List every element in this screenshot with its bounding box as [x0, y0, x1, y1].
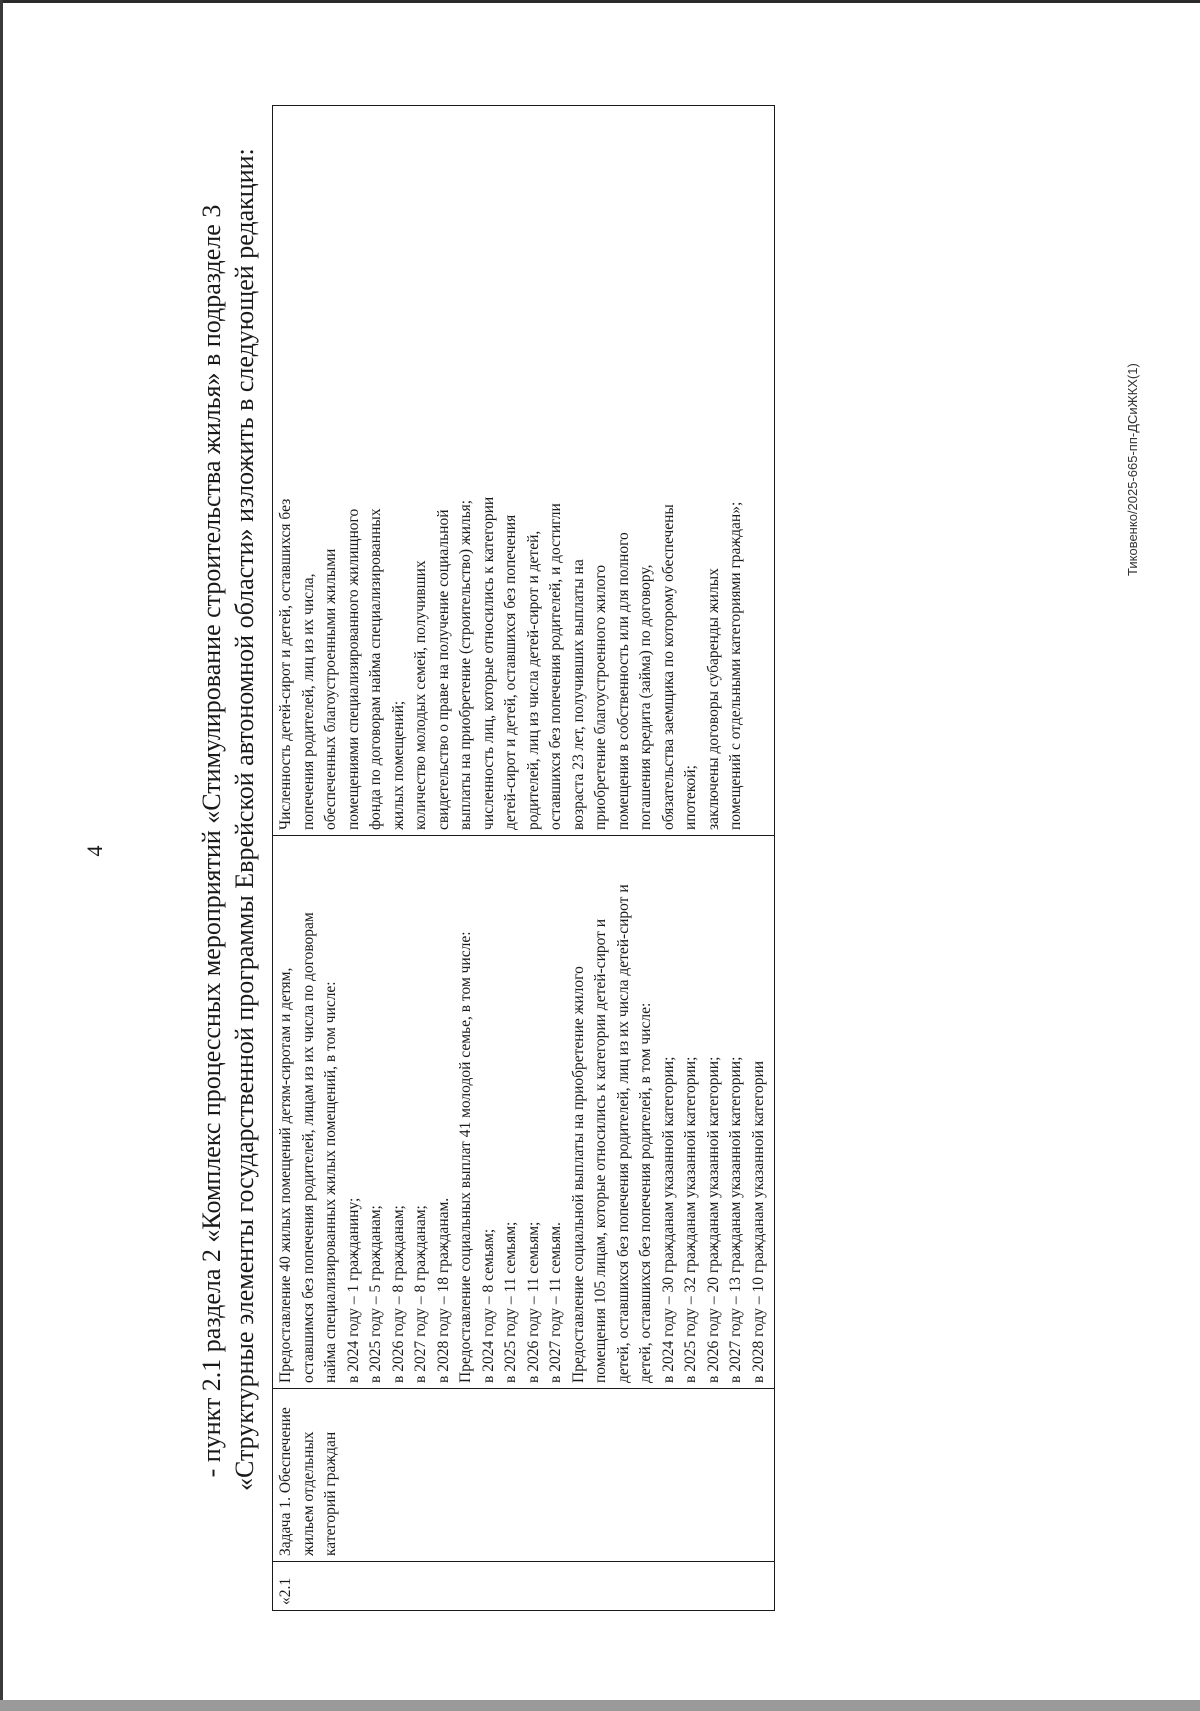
result-line: возраста 23 лет, получивших выплаты на — [569, 559, 587, 830]
measure-line: помещения 105 лицам, которые относились к категории детей-сирот и — [592, 918, 609, 1383]
measure-line: в 2024 году – 1 гражданину; — [344, 1197, 362, 1383]
results-cell — [273, 106, 775, 836]
row-number: «2.1 — [277, 1577, 294, 1605]
result-line: детей-сирот и детей, оставшихся без попечения — [502, 514, 519, 830]
result-line: заключены договоры субаренды жилых — [704, 568, 722, 830]
heading-line-1: - пункт 2.1 раздела 2 «Комплекс процессных мероприятий «Стимулирование строительства жилья» в подразделе 3 — [197, 204, 226, 1478]
result-line: свидетельство о праве на получение социальной — [434, 509, 452, 830]
page-number: 4 — [82, 845, 107, 857]
document-code: Тиковенко/2025-665-пп-ДСиЖКХ(1) — [1125, 363, 1140, 576]
result-line: оставшихся без попечения родителей, и достигли — [547, 503, 564, 830]
measure-line: в 2024 году – 30 гражданам указанной категории; — [659, 1056, 677, 1383]
result-line: выплаты на приобретение (строительство) жилья; — [457, 499, 474, 830]
measure-line: детей, оставшихся без попечения родителей, лиц из их числа детей-сирот и — [614, 884, 632, 1383]
result-line: ипотекой; — [682, 765, 699, 830]
result-line: фонда по договорам найма специализированных — [367, 508, 384, 830]
result-line: помещениями специализированного жилищного — [344, 508, 362, 830]
result-line: приобретение благоустроенного жилого — [592, 564, 609, 830]
measure-line: в 2024 году – 8 семьям; — [479, 1228, 497, 1383]
heading-line-2: «Структурные элементы государственной программы Еврейской автономной области» изложить в следующей редакции: — [230, 148, 259, 1491]
measure-line: в 2026 году – 20 гражданам указанной категории; — [704, 1056, 722, 1383]
measure-line: в 2027 году – 13 гражданам указанной категории; — [727, 1056, 744, 1383]
result-line: численность лиц, которые относились к категории — [479, 496, 497, 830]
task-cell — [273, 1389, 775, 1562]
result-line: обязательства заемщика по которому обеспечены — [659, 504, 677, 830]
measure-line: в 2025 году – 5 гражданам; — [367, 1205, 384, 1383]
measure-line: в 2025 году – 32 гражданам указанной категории; — [682, 1056, 699, 1383]
measure-line: в 2026 году – 11 семьям; — [524, 1221, 542, 1383]
result-line: погашения кредита (займа) по договору, — [637, 564, 654, 830]
row-number-cell — [273, 1562, 775, 1611]
section-heading — [195, 148, 261, 1491]
measure-line: Предоставление социальных выплат 41 молодой семье, в том числе: — [457, 931, 474, 1383]
measures-cell — [273, 836, 775, 1389]
measure-line: детей, оставшихся без попечения родителей, в том числе: — [637, 1002, 654, 1383]
result-line: помещений с отдельными категориями граждан»; — [727, 501, 744, 830]
measure-line: в 2028 году – 10 гражданам указанной категории — [749, 1060, 767, 1383]
measure-line: в 2028 году – 18 гражданам. — [434, 1197, 452, 1383]
measure-line: в 2027 году – 11 семьям. — [547, 1222, 564, 1383]
measure-line: в 2025 году – 11 семьям; — [502, 1221, 519, 1383]
table-row — [273, 106, 775, 1611]
measure-line: Предоставление социальной выплаты на приобретение жилого — [569, 966, 587, 1383]
result-line: родителей, лиц из числа детей-сирот и детей, — [524, 530, 542, 830]
measure-line: найма специализированных жилых помещений, в том числе: — [322, 981, 339, 1383]
measure-line: оставшимся без попечения родителей, лицам из их числа по договорам — [299, 912, 317, 1383]
measure-line: в 2026 году – 8 гражданам; — [389, 1205, 407, 1383]
result-line: Численность детей-сирот и детей, оставшихся без — [277, 498, 294, 830]
measure-line: в 2027 году – 8 гражданам; — [412, 1205, 429, 1383]
result-line: помещения в собственность или для полного — [614, 532, 632, 830]
measure-line: Предоставление 40 жилых помещений детям-сиротам и детям, — [277, 967, 294, 1383]
result-line: попечения родителей, лиц из их числа, — [299, 573, 317, 830]
result-line: обеспеченных благоустроенными жилыми — [322, 548, 339, 830]
task-text: Задача 1. Обеспечение жильем отдельных категорий граждан — [277, 1407, 339, 1556]
program-table — [272, 105, 775, 1611]
result-line: количество молодых семей, получивших — [412, 560, 429, 830]
result-line: жилых помещений; — [389, 700, 407, 830]
